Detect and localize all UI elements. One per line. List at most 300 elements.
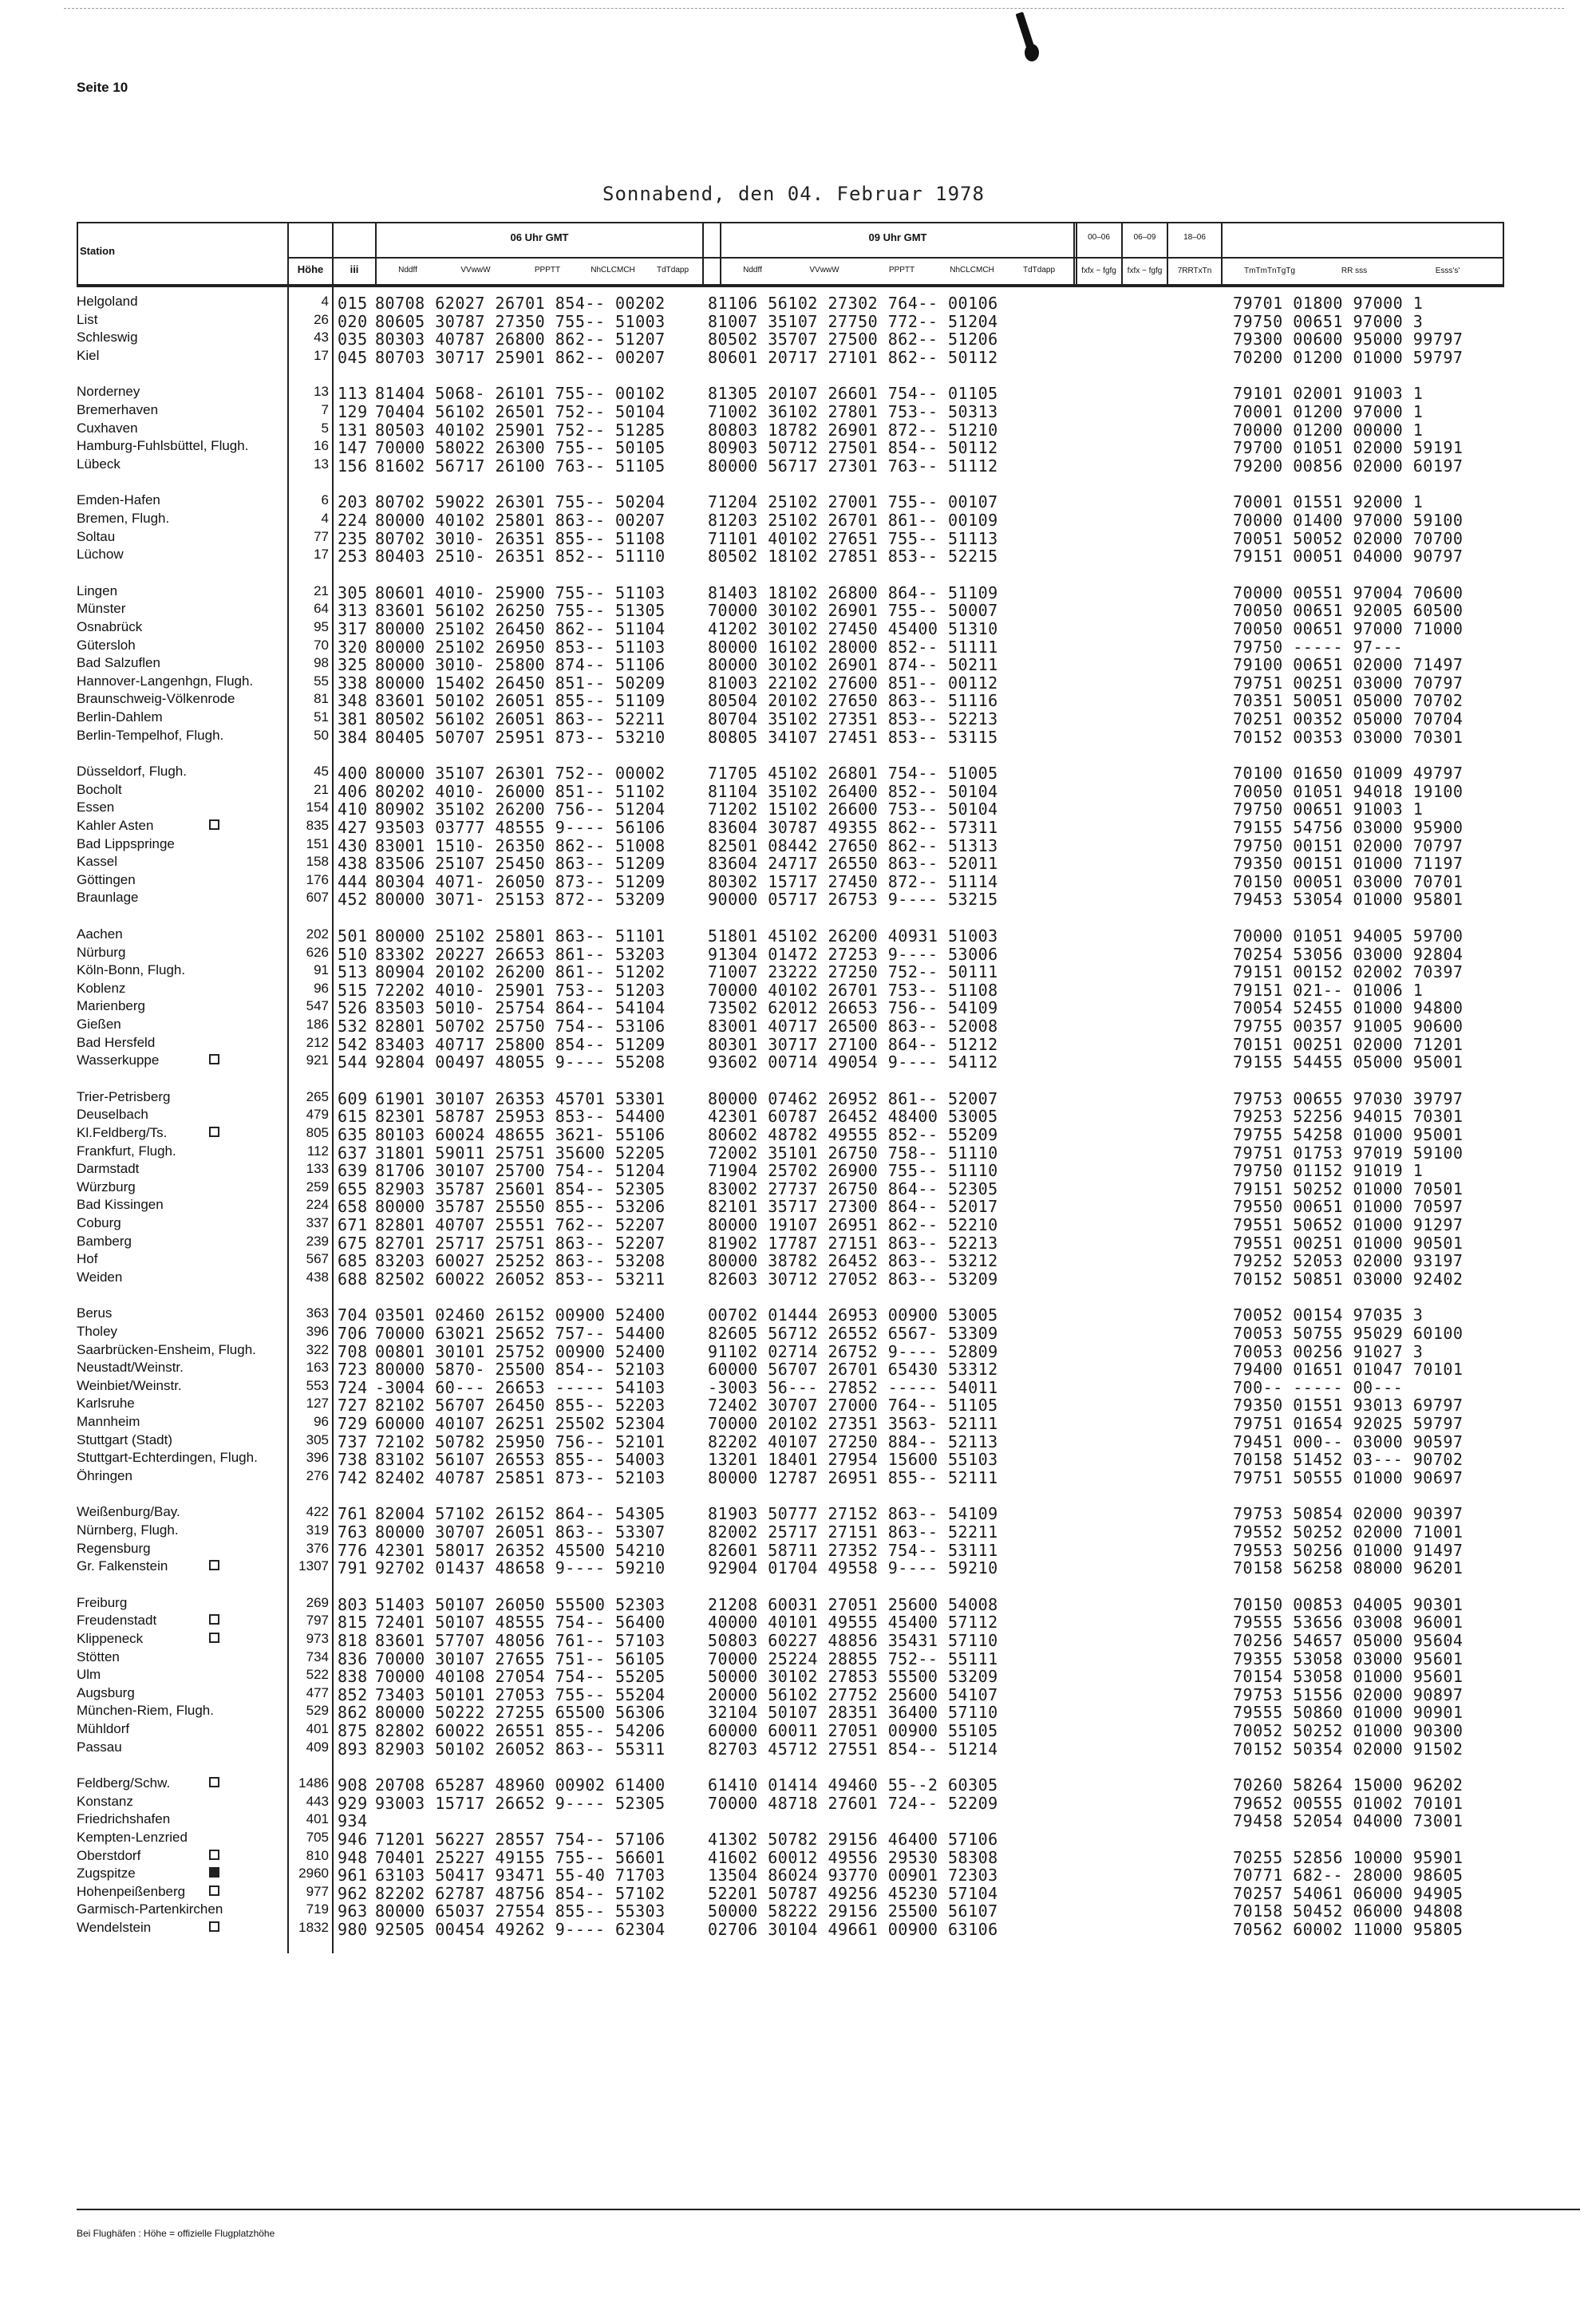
station-height: 4: [321, 294, 329, 309]
extra-groups: 70562 60002 11000 95805: [1233, 1920, 1464, 1939]
obs-09-groups: 72002 35101 26750 758-- 51110: [708, 1143, 998, 1163]
extra-groups: 79453 53054 01000 95801: [1233, 890, 1464, 910]
extra-groups: 79751 01753 97019 59100: [1233, 1143, 1464, 1163]
station-id: 045: [338, 347, 368, 367]
extra-groups: 79151 50252 01000 70501: [1233, 1179, 1464, 1198]
table-row: [0, 1631, 1596, 1649]
station-name: Nürburg: [77, 944, 126, 960]
extra-groups: 79750 00651 97000 3: [1233, 311, 1424, 331]
station-height: 265: [306, 1088, 329, 1104]
table-row: [0, 1685, 1596, 1703]
station-name: Tholey: [77, 1324, 118, 1339]
obs-09-groups: 82601 58711 27352 754-- 53111: [708, 1540, 998, 1560]
obs-09-groups: 82101 35717 27300 864-- 52017: [708, 1197, 998, 1217]
table-row: [0, 1197, 1596, 1217]
station-id: 452: [338, 890, 368, 910]
station-height: 151: [306, 835, 329, 851]
table-row: [0, 1468, 1596, 1486]
station-height: 158: [306, 854, 329, 870]
station-id: 317: [338, 619, 368, 638]
obs-09-groups: 81903 50777 27152 863-- 54109: [708, 1504, 998, 1524]
obs-09-groups: 71202 15102 26600 753-- 50104: [708, 800, 998, 819]
table-row: [0, 1667, 1596, 1687]
station-height: 154: [306, 800, 329, 815]
station-name: Frankfurt, Flugh.: [77, 1143, 176, 1159]
obs-09-groups: 82603 30712 27052 863-- 53209: [708, 1269, 998, 1289]
col-vvwww-06: VVwwW: [460, 266, 491, 274]
table-row: [0, 1613, 1596, 1633]
station-height: 55: [314, 673, 329, 689]
extra-groups: 79350 00151 01000 71197: [1233, 854, 1464, 874]
mountain-station-marker-icon: [209, 1867, 219, 1878]
obs-09-groups: 92904 01704 49558 9---- 59210: [708, 1558, 998, 1578]
obs-06-groups: 80000 65037 27554 855-- 55303: [375, 1901, 666, 1921]
obs-06-groups: 80000 35107 26301 752-- 00002: [375, 764, 666, 784]
station-name: Wasserkuppe: [77, 1052, 160, 1068]
obs-09-groups: 71705 45102 26801 754-- 51005: [708, 764, 998, 784]
obs-09-groups: 70000 48718 27601 724-- 52209: [708, 1793, 998, 1813]
station-name: Düsseldorf, Flugh.: [77, 764, 187, 780]
station-height: 17: [314, 347, 329, 363]
col-fxfx-2: fxfx − fgfg: [1127, 267, 1163, 275]
station-id: 727: [338, 1396, 368, 1416]
station-name: Bad Kissingen: [77, 1197, 164, 1213]
station-id: 615: [338, 1107, 368, 1127]
obs-09-groups: 80502 35707 27500 862-- 51206: [708, 330, 998, 349]
obs-09-groups: 81104 35102 26400 852-- 50104: [708, 781, 998, 801]
station-name: Mannheim: [77, 1414, 140, 1429]
station-name: Oberstdorf: [77, 1847, 141, 1863]
obs-06-groups: 70404 56102 26501 752-- 50104: [375, 402, 666, 421]
station-name: Braunlage: [77, 890, 139, 906]
extra-groups: 70100 01650 01009 49797: [1233, 764, 1464, 784]
obs-06-groups: 82903 50102 26052 863-- 55311: [375, 1739, 666, 1759]
table-row: [0, 1269, 1596, 1287]
col-fxfx-1: fxfx − fgfg: [1081, 267, 1116, 275]
extra-groups: 79751 01654 92025 59797: [1233, 1414, 1464, 1433]
extra-groups: 79155 54455 05000 95001: [1233, 1052, 1464, 1072]
station-name: Würzburg: [77, 1179, 136, 1194]
extra-groups: 70257 54061 06000 94905: [1233, 1883, 1464, 1903]
station-name: Bremen, Flugh.: [77, 511, 170, 526]
station-id: 338: [338, 673, 368, 693]
obs-06-groups: 20708 65287 48960 00902 61400: [375, 1775, 666, 1795]
station-id: 515: [338, 980, 368, 1000]
obs-06-groups: 82102 56707 26450 855-- 52203: [375, 1396, 666, 1416]
col-7rrtxtn: 7RRTxTn: [1177, 267, 1212, 275]
mountain-station-marker-icon: [209, 1921, 219, 1932]
station-name: Öhringen: [77, 1467, 132, 1483]
station-id: 427: [338, 818, 368, 837]
station-name: Passau: [77, 1739, 122, 1755]
obs-06-groups: 82801 40707 25551 762-- 52207: [375, 1215, 666, 1234]
station-name: Weiden: [77, 1269, 123, 1285]
header-divider: [1221, 222, 1223, 287]
obs-09-groups: 82501 08442 27650 862-- 51313: [708, 835, 998, 855]
obs-06-groups: 80702 3010- 26351 855-- 51108: [375, 528, 666, 548]
obs-06-groups: 80202 4010- 26000 851-- 51102: [375, 781, 666, 801]
extra-groups: 79753 00655 97030 39797: [1233, 1088, 1464, 1108]
obs-06-groups: 80000 25102 26450 862-- 51104: [375, 619, 666, 638]
extra-groups: 79755 54258 01000 95001: [1233, 1125, 1464, 1144]
obs-09-groups: 80502 18102 27851 853-- 52215: [708, 547, 998, 567]
obs-06-groups: 42301 58017 26352 45500 54210: [375, 1540, 666, 1560]
obs-06-groups: 00801 30101 25752 00900 52400: [375, 1341, 666, 1361]
extra-groups: 79350 01551 93013 69797: [1233, 1396, 1464, 1416]
extra-groups: 70150 00853 04005 90301: [1233, 1594, 1464, 1614]
table-row: [0, 1649, 1596, 1667]
obs-09-groups: 80000 38782 26452 863-- 53212: [708, 1251, 998, 1271]
station-id: 724: [338, 1377, 368, 1397]
station-height: 363: [306, 1305, 329, 1321]
station-name: Gießen: [77, 1017, 121, 1032]
station-name: Soltau: [77, 528, 116, 544]
station-name: Helgoland: [77, 294, 138, 309]
obs-06-groups: 72202 4010- 25901 753-- 51203: [375, 980, 666, 1000]
station-id: 706: [338, 1324, 368, 1343]
station-height: 522: [306, 1667, 329, 1683]
station-name: Münster: [77, 601, 126, 617]
station-id: 544: [338, 1052, 368, 1072]
station-name: Weinbiet/Weinstr.: [77, 1377, 182, 1393]
table-row: [0, 945, 1596, 962]
extra-groups: 79750 00151 02000 70797: [1233, 835, 1464, 855]
station-height: 77: [314, 528, 329, 544]
station-id: 729: [338, 1414, 368, 1433]
station-height: 734: [306, 1649, 329, 1664]
station-height: 64: [314, 601, 329, 617]
station-height: 547: [306, 998, 329, 1014]
extra-groups: 70053 00256 91027 3: [1233, 1341, 1424, 1361]
station-height: 96: [314, 980, 329, 996]
obs-09-groups: 82703 45712 27551 854-- 51214: [708, 1739, 998, 1759]
station-id: 685: [338, 1251, 368, 1271]
station-name: Essen: [77, 800, 115, 815]
table-row: [0, 691, 1596, 709]
station-height: 835: [306, 818, 329, 833]
extra-groups: 70052 50252 01000 90300: [1233, 1721, 1464, 1740]
station-name: Gütersloh: [77, 637, 136, 653]
station-id: 131: [338, 420, 368, 440]
table-row: [0, 1504, 1596, 1522]
ink-blot-icon: [1025, 44, 1039, 61]
obs-09-groups: 41602 60012 49556 29530 58308: [708, 1847, 998, 1867]
obs-09-groups: 80000 16102 28000 852-- 51111: [708, 637, 998, 657]
extra-groups: 70254 53056 03000 92804: [1233, 944, 1464, 964]
obs-06-groups: 83601 56102 26250 755-- 51305: [375, 601, 666, 621]
station-height: 1307: [298, 1558, 329, 1574]
station-id: 406: [338, 781, 368, 801]
station-height: 45: [314, 764, 329, 780]
table-row: [0, 1558, 1596, 1576]
extra-groups: 79151 00152 02002 70397: [1233, 962, 1464, 982]
obs-06-groups: 80000 3071- 25153 872-- 53209: [375, 890, 666, 910]
obs-09-groups: 21208 60031 27051 25600 54008: [708, 1594, 998, 1614]
station-name: Konstanz: [77, 1793, 133, 1809]
station-id: 763: [338, 1522, 368, 1542]
table-row: [0, 1143, 1596, 1161]
obs-06-groups: 70000 40108 27054 754-- 55205: [375, 1667, 666, 1687]
station-name: Köln-Bonn, Flugh.: [77, 962, 186, 978]
station-name: Hannover-Langenhgn, Flugh.: [77, 673, 254, 689]
extra-groups: 79700 01051 02000 59191: [1233, 438, 1464, 458]
station-id: 381: [338, 709, 368, 729]
top-edge-line: [64, 8, 1564, 9]
obs-06-groups: 80000 40102 25801 863-- 00207: [375, 511, 666, 530]
date-line: Sonnabend, den 04. Februar 1978: [602, 183, 985, 205]
station-id: 609: [338, 1088, 368, 1108]
station-name: Bad Lippspringe: [77, 835, 175, 851]
table-row: [0, 872, 1596, 890]
obs-06-groups: 70000 30107 27655 751-- 56105: [375, 1649, 666, 1668]
obs-09-groups: 80504 20102 27650 863-- 51116: [708, 691, 998, 711]
station-height: 21: [314, 582, 329, 598]
col-vvwww-09: VVwwW: [809, 266, 839, 274]
table-row: [0, 926, 1596, 944]
extra-groups: 79652 00555 01002 70101: [1233, 1793, 1464, 1813]
station-height: 319: [306, 1522, 329, 1538]
station-name: Bamberg: [77, 1233, 132, 1249]
obs-09-groups: 83604 30787 49355 862-- 57311: [708, 818, 998, 837]
station-height: 422: [306, 1504, 329, 1520]
station-id: 542: [338, 1034, 368, 1054]
obs-06-groups: 82004 57102 26152 864-- 54305: [375, 1504, 666, 1524]
obs-06-groups: 80000 5870- 25500 854-- 52103: [375, 1360, 666, 1380]
mountain-station-marker-icon: [209, 1633, 219, 1643]
obs-09-groups: 70000 25224 28855 752-- 55111: [708, 1649, 998, 1668]
extra-groups: 70150 00051 03000 70701: [1233, 871, 1464, 891]
station-id: 803: [338, 1594, 368, 1614]
table-row: [0, 981, 1596, 998]
station-id: 635: [338, 1125, 368, 1144]
obs-06-groups: 83102 56107 26553 855-- 54003: [375, 1450, 666, 1470]
station-name: Hamburg-Fuhlsbüttel, Flugh.: [77, 438, 249, 454]
obs-09-groups: 80301 30717 27100 864-- 51212: [708, 1034, 998, 1054]
station-name: Berlin-Dahlem: [77, 709, 163, 725]
table-row: [0, 1378, 1596, 1396]
table-row: [0, 1595, 1596, 1613]
table-row: [0, 728, 1596, 745]
obs-09-groups: 81203 25102 26701 861-- 00109: [708, 511, 998, 530]
station-id: 235: [338, 528, 368, 548]
station-name: Kahler Asten: [77, 818, 154, 833]
extra-groups: 79355 53058 03000 95601: [1233, 1649, 1464, 1668]
header-divider: [1167, 222, 1168, 287]
station-height: 2960: [298, 1866, 329, 1882]
station-id: 688: [338, 1269, 368, 1289]
obs-09-groups: 80000 07462 26952 861-- 52007: [708, 1088, 998, 1108]
gmt06-header: 06 Uhr GMT: [510, 231, 569, 243]
station-id: 410: [338, 800, 368, 819]
station-id: 723: [338, 1360, 368, 1380]
extra-groups: 700-- ----- 00---: [1233, 1377, 1404, 1397]
station-height: 276: [306, 1467, 329, 1483]
station-name: Wendelstein: [77, 1920, 152, 1935]
extra-groups: 79551 50652 01000 91297: [1233, 1215, 1464, 1234]
table-row: [0, 1414, 1596, 1431]
extra-groups: 70000 01200 00000 1: [1233, 420, 1424, 440]
table-row: [0, 511, 1596, 528]
obs-06-groups: 81404 5068- 26101 755-- 00102: [375, 384, 666, 404]
station-height: 96: [314, 1414, 329, 1429]
station-height: 553: [306, 1377, 329, 1393]
table-row: [0, 709, 1596, 727]
station-name: Norderney: [77, 384, 140, 400]
extra-groups: 79400 01651 01047 70101: [1233, 1360, 1464, 1380]
col-tmtm: TmTmTnTgTg: [1244, 267, 1295, 275]
obs-06-groups: 93503 03777 48555 9---- 56106: [375, 818, 666, 837]
station-name: Berus: [77, 1305, 113, 1321]
obs-06-groups: 83601 57707 48056 761-- 57103: [375, 1631, 666, 1650]
obs-06-groups: 80000 15402 26450 851-- 50209: [375, 673, 666, 693]
obs-09-groups: 71007 23222 27250 752-- 50111: [708, 962, 998, 982]
table-row: [0, 1884, 1596, 1901]
station-name: Deuselbach: [77, 1107, 148, 1123]
obs-06-groups: 92505 00454 49262 9---- 62304: [375, 1920, 666, 1939]
table-row: [0, 312, 1596, 330]
obs-09-groups: 42301 60787 26452 48400 53005: [708, 1107, 998, 1127]
station-height: 1486: [298, 1775, 329, 1791]
obs-06-groups: 61901 30107 26353 45701 53301: [375, 1088, 666, 1108]
station-name: Freiburg: [77, 1594, 128, 1610]
obs-09-groups: 41302 50782 29156 46400 57106: [708, 1830, 998, 1849]
station-name: Bocholt: [77, 781, 122, 797]
extra-groups: 70260 58264 15000 96202: [1233, 1775, 1464, 1795]
station-id: 532: [338, 1017, 368, 1036]
obs-09-groups: 80000 19107 26951 862-- 52210: [708, 1215, 998, 1234]
obs-09-groups: 50803 60227 48856 35431 57110: [708, 1631, 998, 1650]
station-height: 70: [314, 637, 329, 653]
station-name: Lüchow: [77, 547, 124, 563]
extra-groups: 70050 01051 94018 19100: [1233, 781, 1464, 801]
station-name: Kassel: [77, 854, 118, 870]
station-height: 805: [306, 1125, 329, 1140]
table-row: [0, 673, 1596, 691]
station-height: 269: [306, 1594, 329, 1610]
extra-groups: 79552 50252 02000 71001: [1233, 1522, 1464, 1542]
col-rrsss: RR sss: [1341, 267, 1368, 275]
obs-09-groups: 80903 50712 27501 854-- 50112: [708, 438, 998, 458]
station-id: 253: [338, 547, 368, 567]
obs-06-groups: 80904 20102 26200 861-- 51202: [375, 962, 666, 982]
station-name: Zugspitze: [77, 1866, 136, 1882]
station-height: 98: [314, 655, 329, 671]
station-name: Marienberg: [77, 998, 145, 1014]
station-id: 929: [338, 1793, 368, 1813]
station-height: 186: [306, 1017, 329, 1032]
table-row: [0, 800, 1596, 817]
obs-09-groups: 70000 40102 26701 753-- 51108: [708, 980, 998, 1000]
obs-09-groups: 72402 30707 27000 764-- 51105: [708, 1396, 998, 1416]
obs-09-groups: 82605 56712 26552 6567- 53309: [708, 1324, 998, 1343]
station-name: Klippeneck: [77, 1631, 144, 1646]
extra-groups: 70251 00352 05000 70704: [1233, 709, 1464, 729]
table-row: [0, 1215, 1596, 1233]
station-id: 637: [338, 1143, 368, 1163]
station-id: 791: [338, 1558, 368, 1578]
obs-06-groups: 82202 62787 48756 854-- 57102: [375, 1883, 666, 1903]
station-id: 875: [338, 1721, 368, 1740]
station-name: Freudenstadt: [77, 1613, 157, 1629]
obs-09-groups: 80302 15717 27450 872-- 51114: [708, 871, 998, 891]
station-id: 908: [338, 1775, 368, 1795]
obs-09-groups: 90000 05717 26753 9---- 53215: [708, 890, 998, 910]
station-id: 147: [338, 438, 368, 458]
table-row: [0, 1522, 1596, 1540]
extra-groups: 70000 00551 97004 70600: [1233, 582, 1464, 602]
extra-groups: 79753 50854 02000 90397: [1233, 1504, 1464, 1524]
obs-06-groups: 82301 58787 25953 853-- 54400: [375, 1107, 666, 1127]
station-name: Regensburg: [77, 1540, 151, 1556]
obs-06-groups: 80000 50222 27255 65500 56306: [375, 1703, 666, 1723]
extra-groups: 79151 00051 04000 90797: [1233, 547, 1464, 567]
obs-06-groups: 63103 50417 93471 55-40 71703: [375, 1866, 666, 1885]
obs-06-groups: 80000 25102 25801 863-- 51101: [375, 926, 666, 946]
station-height: 26: [314, 311, 329, 327]
obs-06-groups: 71201 56227 28557 754-- 57106: [375, 1830, 666, 1849]
extra-groups: 70051 50052 02000 70700: [1233, 528, 1464, 548]
station-id: 818: [338, 1631, 368, 1650]
obs-06-groups: 83001 1510- 26350 862-- 51008: [375, 835, 666, 855]
table-row: [0, 619, 1596, 637]
obs-06-groups: 80000 35787 25550 855-- 53206: [375, 1197, 666, 1217]
extra-groups: 70152 00353 03000 70301: [1233, 727, 1464, 747]
extra-groups: 79550 00651 01000 70597: [1233, 1197, 1464, 1217]
obs-09-groups: 71204 25102 27001 755-- 00107: [708, 492, 998, 512]
station-height: 322: [306, 1341, 329, 1357]
obs-09-groups: 91304 01472 27253 9---- 53006: [708, 944, 998, 964]
station-height: 705: [306, 1830, 329, 1845]
obs-06-groups: 83203 60027 25252 863-- 53208: [375, 1251, 666, 1271]
obs-06-groups: 80405 50707 25951 873-- 53210: [375, 727, 666, 747]
table-row: [0, 1179, 1596, 1197]
extra-groups: 70158 51452 03--- 90702: [1233, 1450, 1464, 1470]
station-height: 396: [306, 1450, 329, 1466]
table-row: [0, 1901, 1596, 1919]
station-id: 015: [338, 294, 368, 313]
station-height: 305: [306, 1431, 329, 1447]
station-height: 51: [314, 709, 329, 725]
obs-06-groups: -3004 60--- 26653 ----- 54103: [375, 1377, 666, 1397]
station-height: 443: [306, 1793, 329, 1809]
obs-09-groups: 81106 56102 27302 764-- 00106: [708, 294, 998, 313]
table-row: [0, 1017, 1596, 1034]
station-height: 259: [306, 1179, 329, 1194]
page-number: Seite 10: [77, 80, 128, 95]
obs-09-groups: 93602 00714 49054 9---- 54112: [708, 1052, 998, 1072]
obs-06-groups: 80502 56102 26051 863-- 52211: [375, 709, 666, 729]
table-row: [0, 1089, 1596, 1107]
obs-09-groups: 80805 34107 27451 853-- 53115: [708, 727, 998, 747]
station-name: Bad Salzuflen: [77, 655, 160, 671]
station-id: 961: [338, 1866, 368, 1885]
extra-groups: 79755 00357 91005 90600: [1233, 1017, 1464, 1036]
station-height: 50: [314, 727, 329, 743]
table-row: [0, 1775, 1596, 1793]
station-id: 658: [338, 1197, 368, 1217]
extra-groups: 79555 53656 03008 96001: [1233, 1613, 1464, 1633]
extra-groups: 70256 54657 05000 95604: [1233, 1631, 1464, 1650]
station-id: 742: [338, 1467, 368, 1487]
col-nhcl-06: NhCLCMCH: [591, 266, 635, 274]
station-id: 510: [338, 944, 368, 964]
station-id: 129: [338, 402, 368, 421]
station-name: Lübeck: [77, 456, 120, 472]
table-row: [0, 402, 1596, 420]
station-height: 810: [306, 1847, 329, 1863]
obs-09-groups: 60000 56707 26701 65430 53312: [708, 1360, 998, 1380]
obs-09-groups: 60000 60011 27051 00900 55105: [708, 1721, 998, 1740]
